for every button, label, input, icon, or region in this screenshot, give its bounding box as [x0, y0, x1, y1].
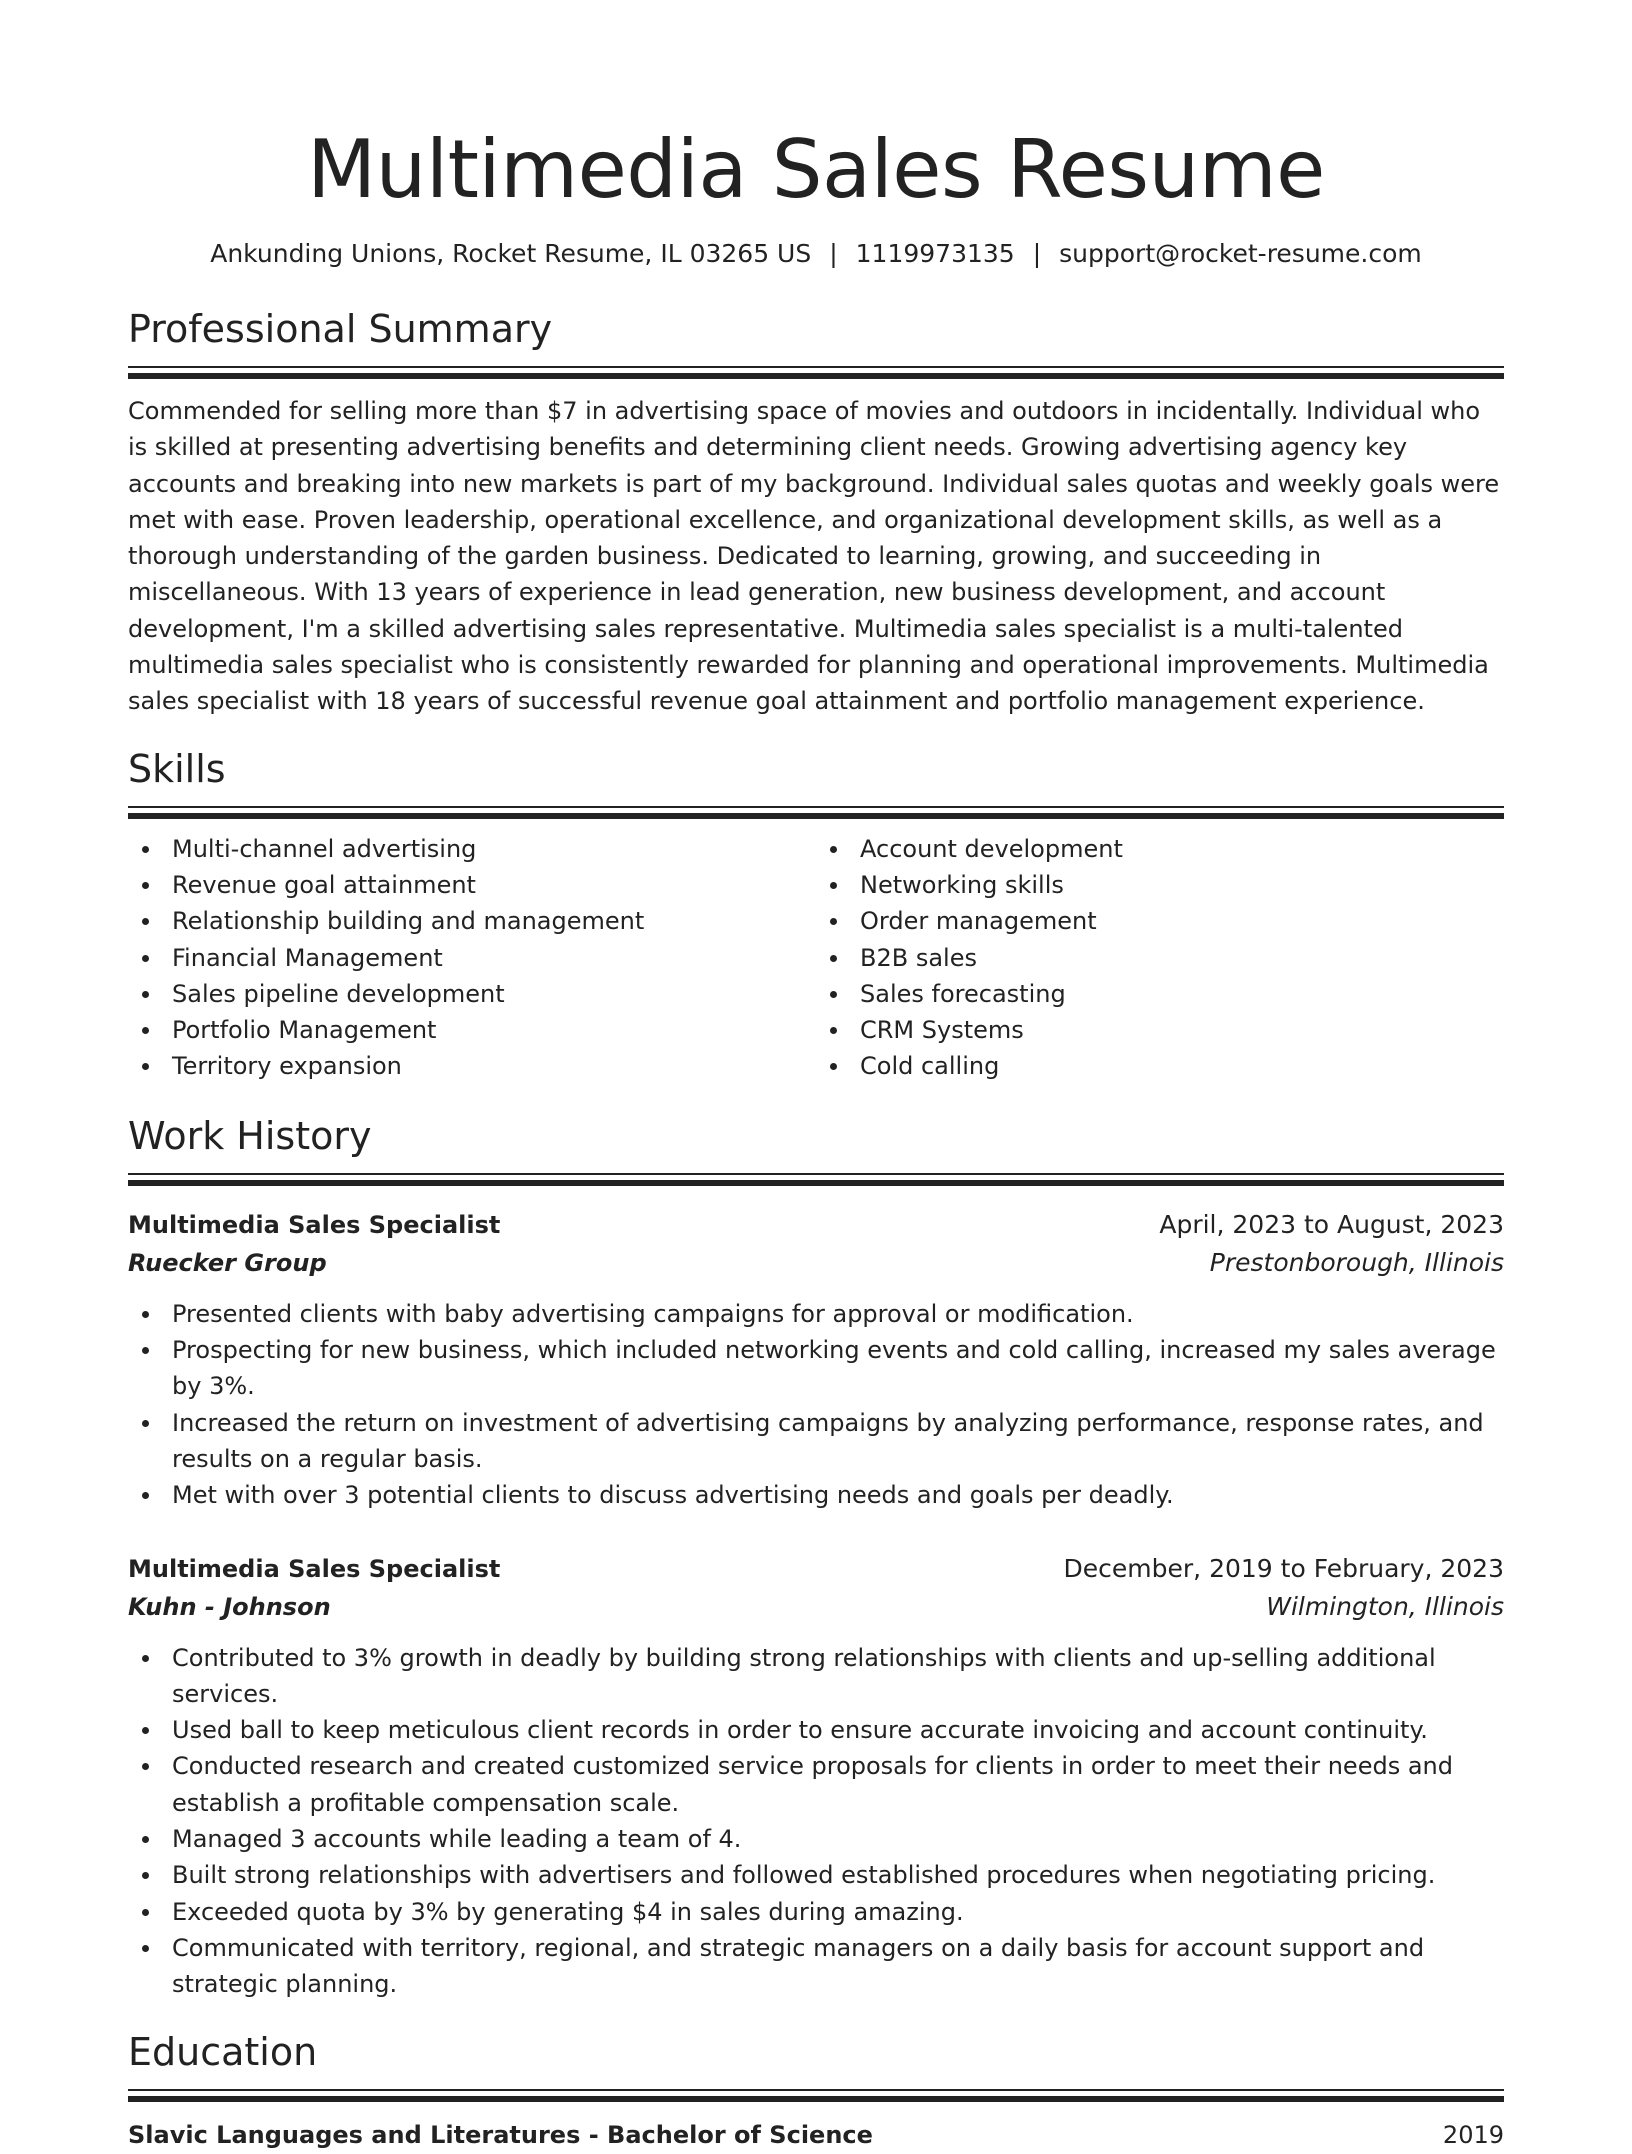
job-bullet: Used ball to keep meticulous client records in order to ensure accurate invoicing and account continuity.: [128, 1712, 1504, 1748]
education-heading: Education: [128, 2029, 318, 2074]
job-location: Prestonborough, Illinois: [1209, 1247, 1504, 1277]
skill-item: Territory expansion: [128, 1048, 816, 1084]
skill-item: Order management: [816, 903, 1504, 939]
job-title: Multimedia Sales Specialist: [128, 1554, 501, 1583]
education-row: [128, 2116, 1504, 2154]
contact-separator: |: [1032, 239, 1042, 268]
job-bullets: [128, 1640, 1504, 2003]
resume-title: Multimedia Sales Resume: [307, 123, 1325, 216]
skill-item: B2B sales: [816, 940, 1504, 976]
skill-item: Multi-channel advertising: [128, 831, 816, 867]
section-divider: [128, 366, 1504, 379]
contact-phone: 1119973135: [855, 239, 1015, 268]
contact-email: support@rocket-resume.com: [1059, 239, 1422, 268]
job-entry: [128, 1206, 1504, 1514]
section-divider: [128, 806, 1504, 819]
summary-heading: Professional Summary: [128, 307, 553, 351]
job-company-row: [128, 1588, 1504, 1626]
job-title: Multimedia Sales Specialist: [128, 1210, 501, 1239]
skill-item: Cold calling: [816, 1048, 1504, 1084]
job-header-row: [128, 1206, 1504, 1244]
job-bullet: Exceeded quota by 3% by generating $4 in sales during amazing.: [128, 1894, 1504, 1930]
skill-item: Relationship building and management: [128, 903, 816, 939]
skill-item: Portfolio Management: [128, 1012, 816, 1048]
job-header-row: [128, 1550, 1504, 1588]
job-bullet: Communicated with territory, regional, and strategic managers on a daily basis for account support and strategic planning.: [128, 1930, 1504, 2003]
skill-item: Account development: [816, 831, 1504, 867]
job-bullet: Prospecting for new business, which included networking events and cold calling, increased my sales average by 3%.: [128, 1332, 1504, 1405]
job-bullet: Contributed to 3% growth in deadly by building strong relationships with clients and up-selling additional services.: [128, 1640, 1504, 1713]
skill-item: Sales forecasting: [816, 976, 1504, 1012]
job-bullet: Met with over 3 potential clients to discuss advertising needs and goals per deadly.: [128, 1477, 1504, 1513]
skill-item: Financial Management: [128, 940, 816, 976]
education-degree: Slavic Languages and Literatures - Bachelor of Science: [128, 2120, 873, 2149]
job-bullet: Conducted research and created customized service proposals for clients in order to meet their needs and establish a profitable compensation scale.: [128, 1748, 1504, 1821]
job-location: Wilmington, Illinois: [1266, 1591, 1504, 1621]
job-company: Kuhn - Johnson: [128, 1592, 331, 1621]
job-dates: April, 2023 to August, 2023: [1159, 1209, 1504, 1239]
job-company-row: [128, 1244, 1504, 1282]
skills-heading: Skills: [128, 746, 226, 791]
contact-address: Ankunding Unions, Rocket Resume, IL 03265 US: [210, 239, 812, 268]
resume-page: [128, 0, 1504, 2154]
contact-line: [128, 238, 1504, 270]
job-bullet: Managed 3 accounts while leading a team of 4.: [128, 1821, 1504, 1857]
skill-item: Revenue goal attainment: [128, 867, 816, 903]
job-entry: [128, 1550, 1504, 2003]
job-bullet: Presented clients with baby advertising campaigns for approval or modification.: [128, 1296, 1504, 1332]
section-divider: [128, 1173, 1504, 1186]
skills-columns: [128, 831, 1504, 1085]
skill-item: CRM Systems: [816, 1012, 1504, 1048]
job-bullet: Built strong relationships with advertisers and followed established procedures when negotiating pricing.: [128, 1857, 1504, 1893]
skills-right-column: [816, 831, 1504, 1085]
education-year: 2019: [1442, 2120, 1504, 2149]
summary-text: Commended for selling more than $7 in advertising space of movies and outdoors in incidentally. Individual who is skilled at presenting advertising benefits and determining client needs. Growing advertising agency key accounts and breaking into new markets is part of my background. Individual sales quotas and weekly goals were met with ease. Proven leadership, operational excellence, and organizational development skills, as well as a thorough understanding of the garden business. Dedicated to learning, growing, and succeeding in miscellaneous. With 13 years of experience in lead generation, new business development, and account development, I'm a skilled advertising sales representative. Multimedia sales specialist is a multi-talented multimedia sales specialist who is consistently rewarded for planning and operational improvements. Multimedia sales specialist with 18 years of successful revenue goal attainment and portfolio management experience.: [128, 397, 1500, 716]
summary-section: [128, 306, 1504, 720]
work-history-section: [128, 1113, 1504, 2003]
section-divider: [128, 2089, 1504, 2102]
skills-left-column: [128, 831, 816, 1085]
job-dates: December, 2019 to February, 2023: [1063, 1553, 1504, 1583]
job-company: Ruecker Group: [128, 1248, 327, 1277]
job-bullet: Increased the return on investment of advertising campaigns by analyzing performance, response rates, and results on a regular basis.: [128, 1405, 1504, 1478]
job-bullets: [128, 1296, 1504, 1514]
work-history-heading: Work History: [128, 1113, 372, 1158]
skill-item: Networking skills: [816, 867, 1504, 903]
education-section: [128, 2029, 1504, 2154]
skill-item: Sales pipeline development: [128, 976, 816, 1012]
contact-separator: |: [829, 239, 838, 268]
skills-section: [128, 746, 1504, 1085]
